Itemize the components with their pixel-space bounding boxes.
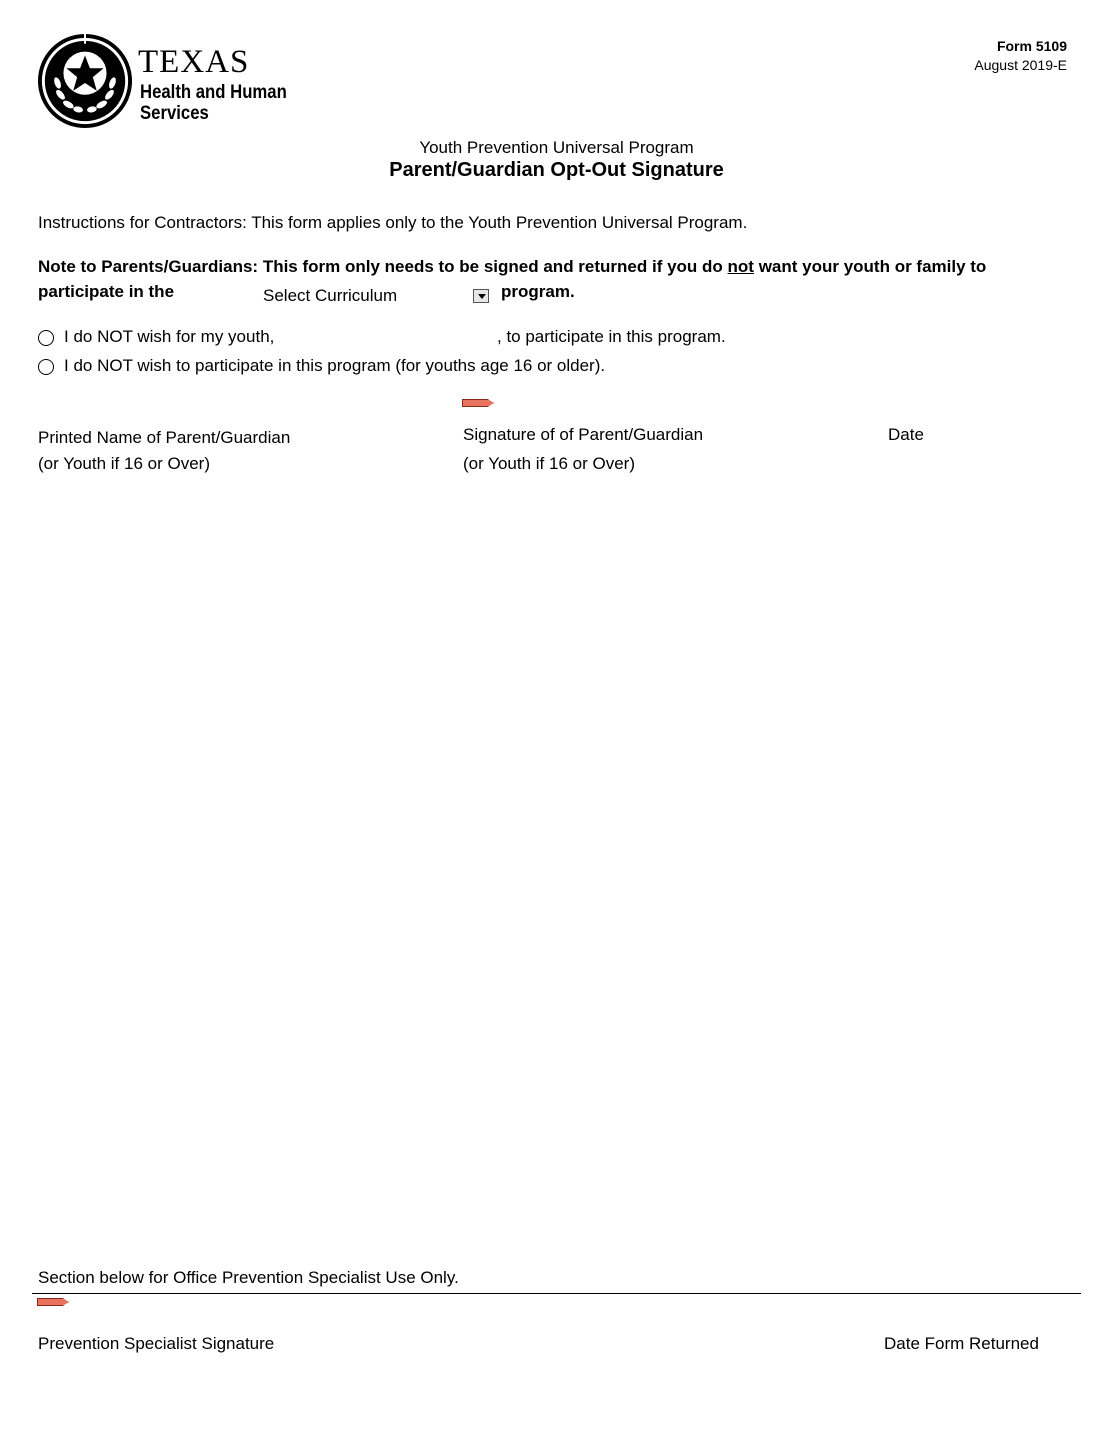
office-use-note: Section below for Office Prevention Specialist Use Only. [38,1268,459,1287]
opt-out-youth-radio[interactable] [38,330,54,346]
parent-note-line2-start: participate in the [38,282,175,301]
parent-note-part2: want your youth or family to [753,257,987,276]
form-number: Form 5109 [996,38,1067,54]
page-title: Parent/Guardian Opt-Out Signature [389,159,724,181]
date-returned-label: Date Form Returned [884,1334,1039,1353]
parent-note [38,257,986,277]
parent-note-line2-end: program. [501,282,575,301]
logo-health-human: Health and Human [140,82,287,103]
parent-note-underlined: not [727,257,754,276]
date-label: Date [888,425,924,444]
parent-signature-label: Signature of of Parent/Guardian [463,425,704,444]
parent-note-part1: Note to Parents/Guardians: This form only needs to be signed and returned if you do [38,257,728,276]
program-title: Youth Prevention Universal Program [419,138,694,157]
section-divider [32,1293,1081,1294]
opt-out-youth-label: I do NOT wish for my youth, [64,327,275,346]
form-revision-date: August 2019-E [974,57,1067,73]
opt-out-self-label: I do NOT wish to participate in this program (for youths age 16 or older). [64,356,606,375]
opt-out-youth-label-end: , to participate in this program. [497,327,726,346]
texas-star-seal-icon [36,32,134,130]
parent-signature-sublabel: (or Youth if 16 or Over) [463,454,635,473]
sign-here-tag-icon [462,399,494,407]
logo-texas: TEXAS [138,44,250,80]
logo-services: Services [140,103,209,124]
chevron-down-icon[interactable] [473,289,489,303]
opt-out-self-radio[interactable] [38,359,54,375]
sign-here-tag-icon [37,1298,69,1306]
specialist-signature-label: Prevention Specialist Signature [38,1334,275,1353]
printed-name-label: Printed Name of Parent/Guardian [38,428,291,447]
printed-name-sublabel: (or Youth if 16 or Over) [38,454,210,473]
curriculum-select[interactable]: Select Curriculum [263,286,398,305]
contractor-instructions: Instructions for Contractors: This form applies only to the Youth Prevention Universal Program. [38,213,748,232]
